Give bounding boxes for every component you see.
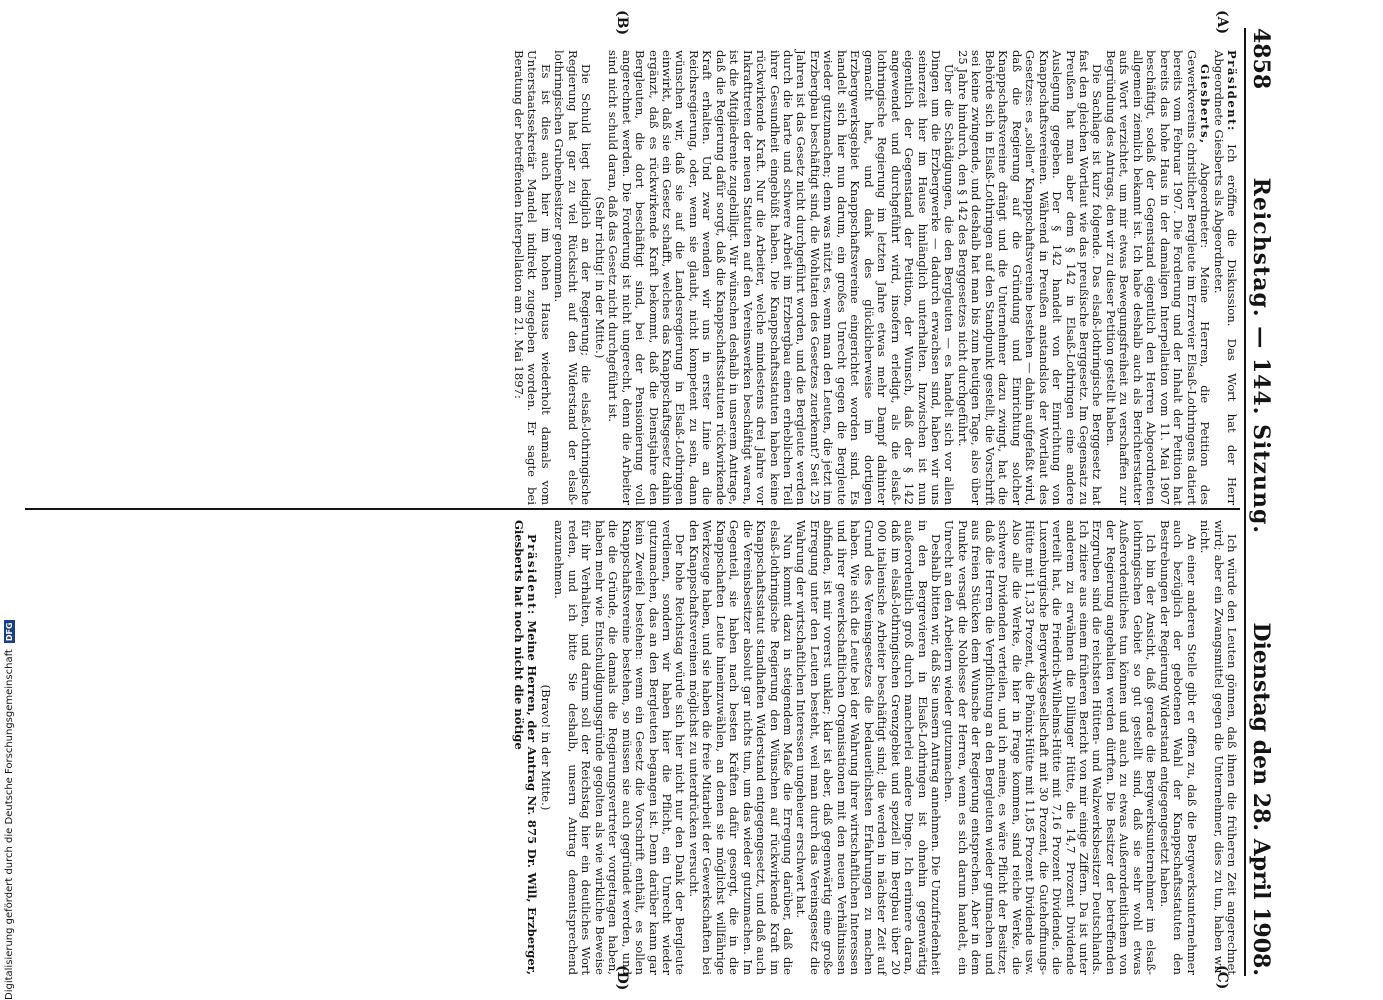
- speaker-name: Präsident:: [1225, 50, 1239, 132]
- paragraph: Nun kommt dazu in steigendem Maße die Erregung darüber, daß die elsaß-lothringische Regierung den Wünschen auf rückwirkende Kraft im Knappschaftsstatut standhaften Widerstand entgegengesetzt, und daß auch die Vereinsbesitzer absolut gar nichts tun, um das wieder gutzumachen. Im Gegenteil, sie haben nach besten Kräften dafür gesorgt, die in die Knappschaften Leute hineinzuwählen, an denen sie möglichst willfährige Werkzeuge haben, und sie haben die freie Mitarbeit der Gewerkschaften bei den Knappschaftsvereinen möglichst zu unterdrücken versucht.: [686, 520, 796, 975]
- applause-note: (Bravo! in der Mitte.): [538, 684, 553, 811]
- paragraph: Der hohe Reichstag würde sich hier nicht nur den Dank der Bergleute verdienen, sondern wir haben hier die Pflicht, ein Unrecht wieder gutzumachen, das an den Bergleuten begangen ist. Denn darüber kann gar kein Zweifel bestehen: wenn ein Gesetz die Vorschrift enthält, es sollen Knappschaftsvereine bestehen, so müssen sie auch gegründet werden, und die die Gründe, die damals die Regierungsvertreter vorgetragen haben, haben mehr wie Entschuldigungsgründe gegolten als wie wirkliche Beweise für ihr Verhalten, und darum soll der Reichstag hier ein deutliches Wort reden, und ich bitte Sie deshalb, unsern Antrag dementsprechend anzunehmen.: [552, 520, 688, 975]
- page-header: [1244, 28, 1276, 976]
- session-title: Reichstag. — 144. Sitzung.: [1248, 177, 1274, 535]
- digitization-text: Digitalisierung gefördert durch die Deutsche Forschungsgemeinschaft: [3, 649, 15, 1000]
- paragraph: Deshalb bitten wir, daß Sie unsern Antrag annehmen. Die Unzufriedenheit in den Bergrevieren in Elsaß-Lothringen ist ohnehin gegenwärtig außerordentlich groß durch mancherlei andere Dinge. Ich erinnere daran, daß im elsaß-lothringischen Grenzgebiet und speziell im Bergbau über 20 000 italienische Arbeiter beschäftigt sind; die werden in nächster Zeit auf Grund des Vereinsgesetzes die bedauerlichsten Erfahrungen zu machen haben. Wie sich die Leute bei der Wahrung ihrer wirtschaftlichen Interessen und ihrer gewerkschaftlichen Organisationen mit den neuen Verhältnissen abfinden, ist mir vorerst unklar; klar ist aber, daß gegenwärtig eine große Erregung unter den Leuten besteht, weil man durch das Vereinsgesetz die Wahrung der wirtschaftlichen Interessen ungeheuer erschwert hat.: [794, 520, 944, 975]
- paragraph: Die Schuld liegt lediglich an der Regierung; die elsaß-lothringische Regierung hat gar zu viel Rücksicht auf den Widerstand der elsaß-lothringischen Grubenbesitzer genommen.: [552, 50, 594, 505]
- quote-paragraph: Ich würde den Leuten gönnen, daß ihnen die früheren Zeit angerechnet wird; aber ein Zwangsmittel gegen die Unternehmer, dies zu tun, haben wir nicht.: [1198, 520, 1239, 975]
- paragraph: [1211, 50, 1238, 505]
- paragraph: Es ist dies auch hier im hohen Hause wiederholt damals vom Unterstaatssekretär Mandel indirekt zugegeben worden. Er sagte bei Beratung der betreffenden Interpellation am 21. Mai 1897:: [511, 50, 553, 505]
- applause-note: (Sehr richtig! in der Mitte.): [592, 196, 607, 359]
- speaker-name: Giesberts,: [1198, 64, 1213, 145]
- paragraph-text: Ich eröffne die Diskussion. Das Wort hat der Herr Abgeordnete Giesberts als Abgeordneter.: [1211, 50, 1239, 505]
- digitization-credit: [2, 0, 16, 1000]
- paragraph: Ich bin der Ansicht, daß gerade die Bergwerksunternehmer im elsaß-lothringischen Gebiet so gut gestellt sind, daß sie sehr wohl etwas Außerordentliches tun können und auch zu etwas Außerordentlichem von der Regierung angehalten werden dürften. Die Besitzer der betreffenden Erzgruben sind die reichsten Hütten- und Walzwerksbesitzer Deutschlands. Ich zitiere aus einem früheren Bericht von mir einige Ziffern. Da ist unter anderem zu erwähnen die Dillinger Hütte, die 14,7 Prozent Dividende verteilt hat, die Friedrich-Wilhelms-Hütte mit 7,16 Prozent Dividende, die Luxemburgische Bergwerksgesellschaft mit 30 Prozent, die Gutehoffnungs-Hütte mit 11,33 Prozent, die Phönix-Hütte mit 11,85 Prozent Dividende usw. Also alle die Werke, die hier in Frage kommen, sind reiche Werke, die schwere Dividenden verteilen, und ich meine, es wäre Pflicht der Besitzer, daß die Herren die Verpflichtung an den Bergleuten wieder gutmachen und aus freien Stücken dem Wunsche der Regierung entsprechen. Aber in dem Punkte versagt die Noblesse der Herren, wenn es sich darum handelt, ein Unrecht an den Arbeitern wieder gutzumachen.: [942, 520, 1159, 975]
- paragraph: Die Sachlage ist kurz folgende. Das elsaß-lothringische Berggesetz hat fast den gleichen Wortlaut wie das preußische Berggesetz. Im Gegensatz zu Preußen hat man aber dem § 142 in Elsaß-Lothringen eine andere Auslegung gegeben. Der § 142 handelt von der Einrichtung von Knappschaftsvereinen. Während in Preußen anstandslos der Wortlaut des Gesetzes: es „sollen“ Knappschaftsvereine bestehen — dahin aufgefaßt wird, daß die Regierung auf die Gründung und Einrichtung solcher Knappschaftsvereine drängt und die Unternehmer dazu zwingt, hat die Behörde sich in Elsaß-Lothringen auf den Standpunkt gestellt, die Vorschrift sei keine zwingende, und deshalb hat man bis zum heutigen Tage, also über 25 Jahre hindurch, den § 142 des Berggesetzes nicht durchgeführt.: [955, 50, 1105, 505]
- speaker-name: Präsident:: [525, 534, 540, 616]
- margin-marker-b: (B): [614, 10, 630, 36]
- paragraph-text: Abgeordneter: Meine Herren, die Petition des Gewerkvereins christlicher Bergleute im Erzrevier Elsaß-Lothringens datiert bereits vom Februar 1907. Die Forderung und der Inhalt der Petition hat bereits das hohe Haus in der damaligen Interpellation vom 11. Mai 1907 beschäftigt, sodaß der Gegenstand eigentlich den Herren Abgeordneten allgemein ziemlich bekannt ist. Ich habe deshalb auch als Berichterstatter aufs Wort verzichtet, um mir etwas Bewegungsfreiheit zu verschaffen zur Begründung des Antrags, den wir zu dieser Petition gestellt haben.: [1103, 50, 1213, 505]
- session-date: Dienstag den 28. April 1908.: [1248, 622, 1274, 976]
- left-column: [512, 50, 1238, 505]
- margin-marker-d: (D): [614, 965, 630, 991]
- page-number: 4858: [1248, 28, 1274, 90]
- paragraph: [512, 520, 539, 975]
- paragraph: Über die Schädigungen, die den Bergleuten — es handelt sich vor allen Dingen um die Erzbergwerke — dadurch erwachsen sind, haben wir uns seinerzeit hier im Hause hinlänglich unterhalten. Inzwischen ist nun eigentlich der Gegenstand der Petition, der Wunsch, daß der § 142 angewendet und durchgeführt wird, insofern erledigt, als die elsaß-lothringische Regierung im letzten Jahre etwas mehr Dampf dahinter gemacht hat, und dank des glücklicherweise im dortigen Erzbergwerksgebiet Knappschaftsvereine eingerichtet worden sind. Es handelt sich hier nun darum, ein großes Unrecht gegen die Bergleute wieder gutzumachen; denn was nützt es, wenn man den Leuten, die jetzt im Erzbergbau beschäftigt sind, die Wohltaten des Gesetzes zuerkennt? Seit 25 Jahren ist das Gesetz nicht durchgeführt worden, und die Bergleute werden durch die harte und schwere Arbeit im Erzbergbau einen erheblichen Teil ihrer Gesundheit eingebüßt haben. Die Knappschaftsstatuten haben keine rückwirkende Kraft. Nur die Arbeiter, welche mindestens drei Jahre vor Inkrafttreten der neuen Statuten auf den Vereinswerken beschäftigt waren, ist die Mitgliedrente zugebilligt. Wir wünschen deshalb in unserem Antrage, daß die Regierung dafür sorgt, daß die Knappschaftsstatuten rückwirkende Kraft erhalten. Und zwar wenden wir uns in erster Linie an die Reichsregierung, oder, wenn sie glaubt, nicht kompetent zu sein, dann wünschen wir, daß sie auf die Landesregierung in Elsaß-Lothringen einwirkt, daß sie ein Gesetz schafft, welches das Knappschaftsgesetz dahin ergänzt, daß es rückwirkende Kraft bekommt, daß die Dienstjahre den Bergleuten, die dort beschäftigt sind, bei der Pensionierung voll angerechnet werden. Die Forderung ist nicht ungerecht, denn die Arbeiter sind nicht schuld daran, daß das Gesetz nicht durchgeführt ist.: [606, 50, 957, 505]
- paragraph: [1103, 50, 1211, 505]
- column-divider: [25, 508, 1240, 510]
- margin-marker-a: (A): [1214, 10, 1230, 35]
- paragraph-text: Meine Herren, der Antrag Nr. 875 Dr. Will, Erzberger, Giesberts hat noch nicht die nötige: [511, 520, 540, 975]
- margin-marker-c: (C): [1214, 965, 1230, 990]
- dfg-logo-icon: DFG: [4, 622, 14, 642]
- right-column: [512, 520, 1238, 975]
- paragraph: An einer anderen Stelle gibt er offen zu, daß die Bergwerksunternehmer auch bezüglich der gebotenen Wahl der Knappschaftsstatuten den Bestrebungen der Regierung Widerstand entgegengesetzt haben.: [1157, 520, 1199, 975]
